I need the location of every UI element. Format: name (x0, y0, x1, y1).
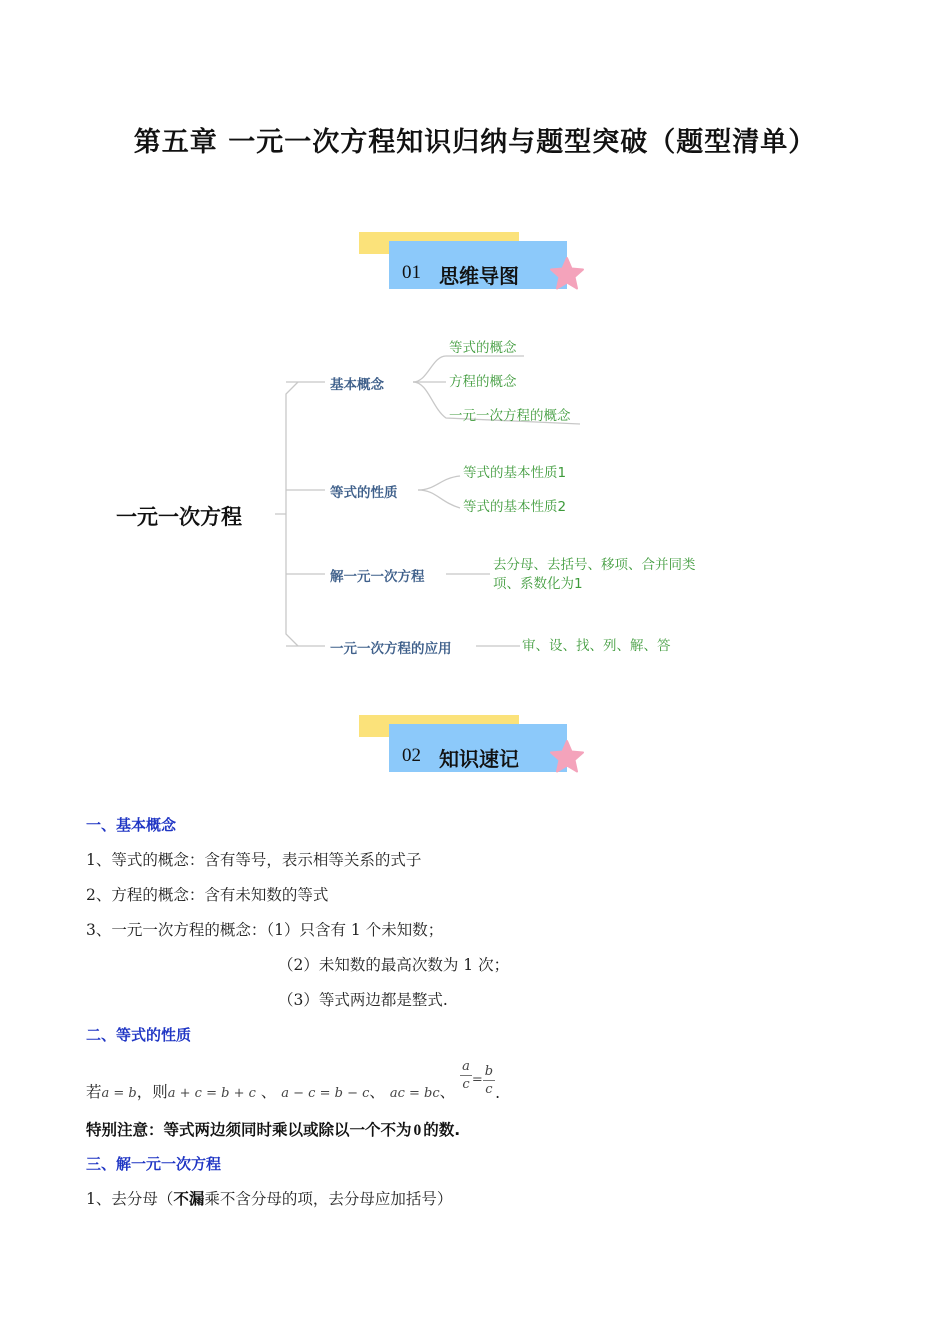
mindmap-leaf: 一元一次方程的概念 (449, 408, 571, 424)
section-banner-knowledge (359, 715, 599, 795)
bold-text: 不漏 (173, 1190, 205, 1208)
fraction-denominator: c (462, 1076, 470, 1092)
text: 若 (86, 1083, 102, 1101)
text-line: （2）未知数的最高次数为 1 次； (278, 956, 510, 974)
equation-properties-line (86, 1058, 500, 1102)
text: 1、去分母（ (86, 1190, 174, 1208)
banner-number: 01 (402, 262, 421, 283)
separator: 、 (260, 1083, 277, 1101)
mindmap-leaf: 等式的概念 (449, 340, 517, 356)
banner-number: 02 (402, 745, 421, 766)
section-heading: 二、等式的性质 (86, 1026, 192, 1044)
mindmap-branch-basic-concepts: 基本概念 (330, 377, 384, 393)
note-text: 的数. (423, 1121, 461, 1139)
text: 乘不含分母的项，去分母应加括号） (204, 1190, 453, 1208)
mindmap-leaf: 去分母、去括号、移项、合并同类 (493, 557, 696, 573)
fraction (483, 1063, 495, 1098)
banner-label: 思维导图 (439, 264, 519, 288)
text-line: 2、方程的概念：含有未知数的等式 (86, 886, 329, 904)
text-line: （3）等式两边都是整式. (278, 991, 448, 1009)
note-text: 特别注意：等式两边须同时乘以或除以一个不为 (86, 1121, 412, 1139)
text: ，则 (136, 1083, 168, 1101)
text-line: 1、等式的概念：含有等号，表示相等关系的式子 (86, 851, 422, 869)
separator: 、 (369, 1083, 385, 1101)
banner-label: 知识速记 (439, 747, 519, 771)
step-line (86, 1187, 452, 1209)
mindmap-root: 一元一次方程 (116, 505, 242, 529)
note-line (86, 1118, 460, 1140)
mindmap-branch-equation-properties: 等式的性质 (330, 485, 398, 501)
fraction-numerator: b (484, 1063, 494, 1079)
text-line: 3、一元一次方程的概念：（1）只含有 1 个未知数； (86, 921, 444, 939)
math-expression: a = b (101, 1086, 137, 1101)
star-icon (549, 739, 585, 775)
mindmap-leaf: 等式的基本性质1 (463, 465, 567, 481)
section-heading: 三、解一元一次方程 (86, 1155, 222, 1173)
fraction (460, 1058, 472, 1093)
mindmap-leaf: 方程的概念 (449, 374, 517, 390)
mindmap-leaf: 等式的基本性质2 (463, 499, 567, 515)
page-title: 第五章 一元一次方程知识归纳与题型突破（题型清单） (133, 127, 817, 158)
section-heading: 一、基本概念 (86, 816, 177, 834)
mindmap-branch-solve: 解一元一次方程 (330, 569, 425, 585)
math-expression: a + c = b + c (167, 1086, 256, 1101)
period: . (495, 1084, 501, 1102)
math-expression: ac = bc (389, 1086, 440, 1101)
equals-sign: = (471, 1072, 483, 1088)
mindmap-leaf: 审、设、找、列、解、答 (522, 638, 671, 654)
note-number: 0 (413, 1122, 422, 1139)
mindmap-branch-application: 一元一次方程的应用 (330, 641, 452, 657)
mindmap-leaf: 项、系数化为1 (493, 576, 583, 592)
math-expression: a − c = b − c (281, 1086, 370, 1101)
fraction-denominator: c (485, 1081, 493, 1097)
separator: 、 (439, 1083, 456, 1101)
fraction-numerator: a (462, 1058, 470, 1074)
